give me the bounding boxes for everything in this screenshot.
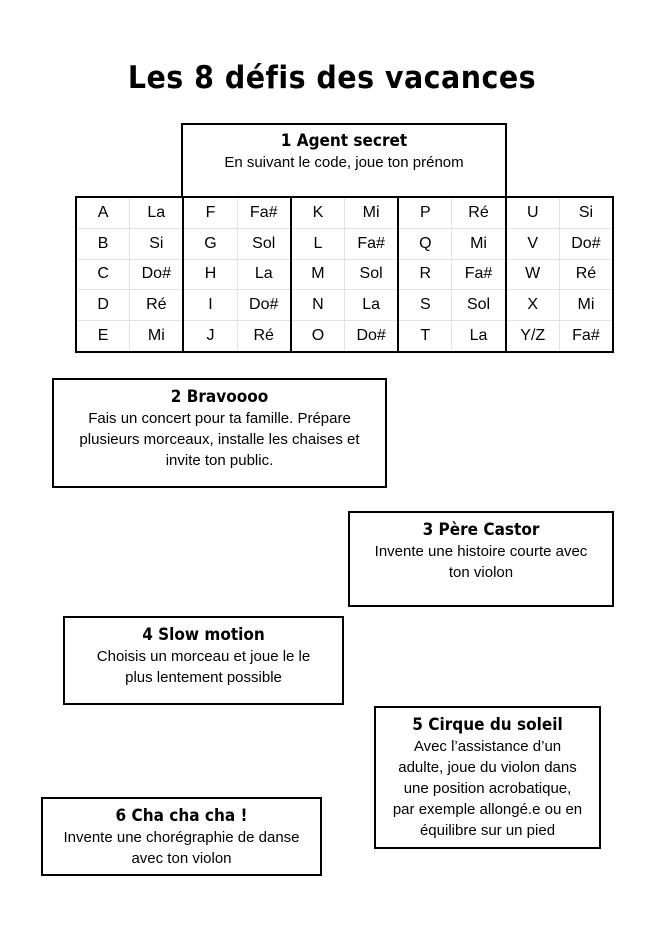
- code-row: [184, 198, 289, 228]
- code-note: La: [129, 198, 182, 228]
- code-row: [292, 289, 397, 320]
- code-note: Ré: [451, 198, 504, 228]
- challenge-heading: 4 Slow motion: [142, 625, 265, 645]
- code-letter: N: [312, 296, 324, 314]
- code-row: [399, 198, 504, 228]
- challenge-text-line: plus lentement possible: [125, 669, 282, 686]
- code-row: [399, 228, 504, 259]
- code-letter: T: [420, 327, 431, 345]
- code-note: Do#: [344, 321, 397, 351]
- code-note: Fa#: [237, 198, 290, 228]
- note-code-table: [75, 196, 614, 353]
- code-row: [507, 198, 612, 228]
- code-row: [184, 228, 289, 259]
- code-note: Mi: [559, 290, 612, 320]
- challenge-text-line: une position acrobatique,: [403, 780, 572, 797]
- challenge-text-line: équilibre sur un pied: [419, 822, 556, 839]
- code-row: [399, 289, 504, 320]
- code-letter: S: [419, 296, 431, 314]
- code-letter: L: [313, 234, 323, 252]
- code-row: [77, 289, 182, 320]
- code-note: Mi: [129, 321, 182, 351]
- code-note: Ré: [559, 260, 612, 290]
- code-note: Fa#: [559, 321, 612, 351]
- code-row: [77, 259, 182, 290]
- code-note: Do#: [237, 290, 290, 320]
- challenge-text-line: Invente une histoire courte avec: [374, 543, 588, 560]
- code-letter: Q: [419, 234, 432, 252]
- code-letter: R: [419, 265, 432, 283]
- challenge-text-line: plusieurs morceaux, installe les chaises et: [79, 431, 360, 448]
- code-note: La: [237, 260, 290, 290]
- code-letter: O: [311, 327, 325, 345]
- challenge-heading: 6 Cha cha cha !: [115, 806, 248, 826]
- code-letter: K: [312, 203, 324, 221]
- challenge-text-line: avec ton violon: [131, 850, 232, 867]
- code-row: [184, 320, 289, 351]
- challenge-text-line: Avec l’assistance d’un: [413, 738, 562, 755]
- code-row: [399, 259, 504, 290]
- challenge-text-line: Fais un concert pour ta famille. Prépare: [88, 410, 351, 427]
- code-letter: X: [527, 296, 539, 314]
- challenge-5-box: [374, 706, 601, 849]
- code-note: Ré: [129, 290, 182, 320]
- challenge-text-line: invite ton public.: [165, 452, 274, 469]
- code-letter: P: [419, 203, 431, 221]
- code-note: Fa#: [451, 260, 504, 290]
- challenge-heading: 3 Père Castor: [422, 520, 540, 540]
- challenge-text-line: adulte, joue du violon dans: [398, 759, 577, 776]
- code-letter: A: [97, 203, 109, 221]
- code-note: Ré: [237, 321, 290, 351]
- challenge-1-box: [181, 123, 507, 198]
- code-row: [399, 320, 504, 351]
- challenge-text-line: ton violon: [448, 564, 514, 581]
- code-row: [184, 259, 289, 290]
- code-letter: M: [311, 265, 325, 283]
- code-letter: I: [208, 296, 213, 314]
- code-letter: G: [204, 234, 217, 252]
- code-group-4: [397, 198, 504, 351]
- code-letter: Y/Z: [520, 327, 546, 345]
- code-letter: H: [204, 265, 217, 283]
- code-letter: W: [525, 265, 541, 283]
- code-row: [507, 289, 612, 320]
- code-note: Do#: [559, 229, 612, 259]
- code-group-5: [505, 198, 612, 351]
- challenge-heading: 2 Bravoooo: [170, 387, 269, 407]
- code-group-2: [182, 198, 289, 351]
- challenge-text: En suivant le code, joue ton prénom: [224, 154, 464, 171]
- code-row: [292, 320, 397, 351]
- code-note: Sol: [451, 290, 504, 320]
- code-row: [77, 198, 182, 228]
- code-row: [77, 228, 182, 259]
- code-letter: J: [206, 327, 215, 345]
- challenge-2-box: [52, 378, 387, 488]
- code-row: [507, 259, 612, 290]
- code-note: Si: [129, 229, 182, 259]
- challenge-text-line: Choisis un morceau et joue le le: [96, 648, 311, 665]
- code-row: [292, 198, 397, 228]
- code-note: La: [344, 290, 397, 320]
- code-row: [292, 228, 397, 259]
- code-letter: U: [526, 203, 539, 221]
- code-note: La: [451, 321, 504, 351]
- code-letter: V: [527, 234, 539, 252]
- code-row: [184, 289, 289, 320]
- code-note: Mi: [344, 198, 397, 228]
- page-title: Les 8 défis des vacances: [127, 60, 537, 96]
- code-letter: D: [97, 296, 109, 314]
- code-group-1: [77, 198, 182, 351]
- challenge-4-box: [63, 616, 344, 705]
- code-group-3: [290, 198, 397, 351]
- code-row: [292, 259, 397, 290]
- challenge-3-box: [348, 511, 614, 607]
- code-row: [507, 228, 612, 259]
- challenge-6-box: [41, 797, 322, 876]
- code-letter: C: [97, 265, 109, 283]
- code-note: Mi: [451, 229, 504, 259]
- code-row: [77, 320, 182, 351]
- challenge-heading: 1 Agent secret: [280, 131, 408, 151]
- code-row: [507, 320, 612, 351]
- code-note: Si: [559, 198, 612, 228]
- code-letter: F: [205, 203, 216, 221]
- code-letter: E: [97, 327, 109, 345]
- code-note: Sol: [237, 229, 290, 259]
- challenge-text-line: Invente une chorégraphie de danse: [63, 829, 300, 846]
- code-note: Do#: [129, 260, 182, 290]
- challenge-heading: 5 Cirque du soleil: [412, 715, 563, 735]
- code-note: Sol: [344, 260, 397, 290]
- challenge-text-line: par exemple allongé.e ou en: [392, 801, 583, 818]
- code-note: Fa#: [344, 229, 397, 259]
- code-letter: B: [97, 234, 109, 252]
